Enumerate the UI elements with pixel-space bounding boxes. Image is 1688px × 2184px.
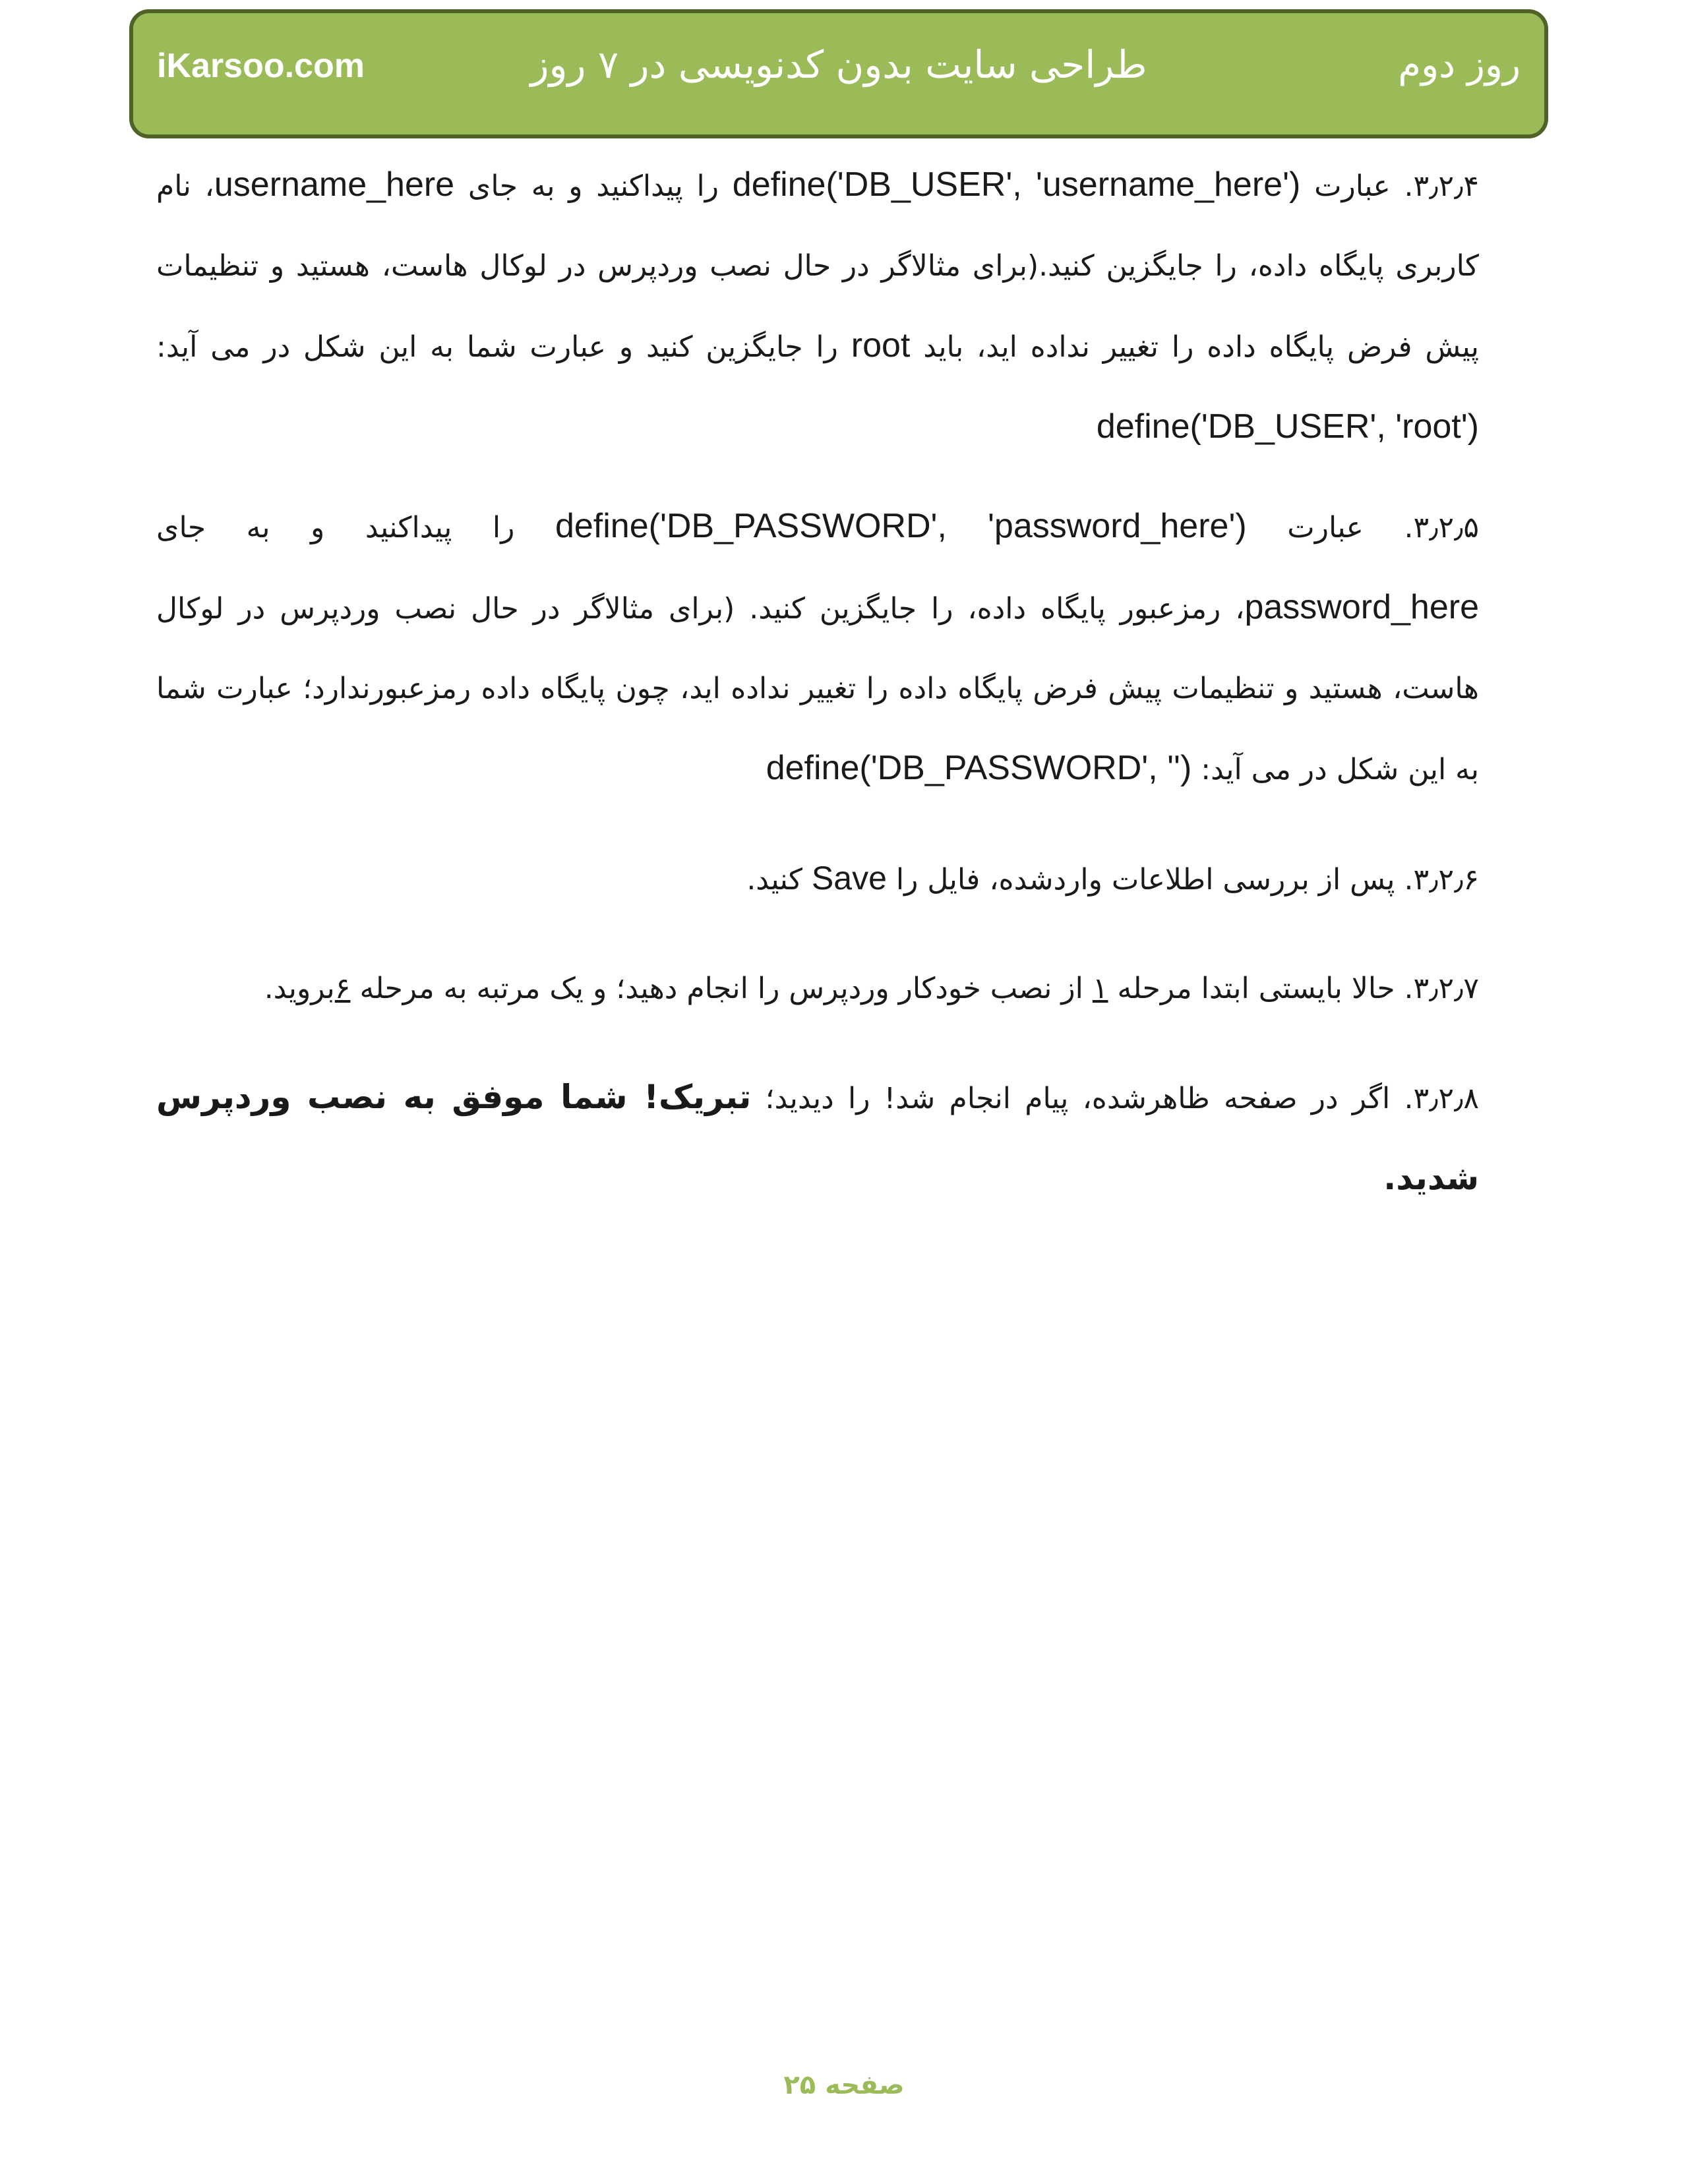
item-number: ۳٫۲٫۷. xyxy=(1404,972,1479,1005)
item-number: ۳٫۲٫۸. xyxy=(1404,1082,1479,1115)
item-text: اگر در صفحه ظاهرشده، پیام انجام شد! را دیدید؛ xyxy=(765,1082,1391,1115)
step-link-1: ۱ xyxy=(1092,972,1108,1005)
page-number: صفحه ۲۵ xyxy=(783,2070,905,2100)
success-message: تبریک! شما موفق به نصب وردپرس شدید. xyxy=(156,1078,1479,1197)
list-item-3-2-8 xyxy=(156,1057,1479,1220)
item-text: حالا بایستی ابتدا مرحله xyxy=(1117,972,1395,1005)
step-link-6: ۶ xyxy=(334,972,351,1005)
item-text: ، نام کاربری پایگاه داده، را جایگزین کنید.(برای مثالاگر در حال نصب وردپرس در لوکال هاست، هستید و تنظیمات پیش فرض پایگاه داده را تغییر نداده اید، باید xyxy=(156,169,1479,364)
item-number: ۳٫۲٫۵. xyxy=(1404,511,1479,545)
code-snippet: root xyxy=(851,326,911,365)
item-text: را پیداکنید و به جای xyxy=(467,169,719,203)
list-item-3-2-6 xyxy=(156,839,1479,920)
code-snippet: Save xyxy=(811,860,887,897)
list-item-3-2-5 xyxy=(156,487,1479,810)
item-text: را پیداکنید و به جای xyxy=(156,511,515,545)
item-number: ۳٫۲٫۴. xyxy=(1404,169,1479,203)
item-text: ، رمزعبور پایگاه داده، را جایگزین کنید. (برای مثالاگر در حال نصب وردپرس در لوکال هاست، هستید و تنظیمات پیش فرض پایگاه داده را تغییر نداده اید، چون پایگاه داده رمزعبورندارد؛ عبارت شما به این شکل در می آید: xyxy=(156,592,1479,786)
item-text: از نصب خودکار وردپرس را انجام دهید؛ و یک مرتبه به مرحله xyxy=(359,972,1083,1005)
list-item-3-2-4 xyxy=(156,145,1479,468)
code-snippet: define('DB_PASSWORD', '') xyxy=(766,749,1192,787)
item-text: عبارت xyxy=(1287,511,1364,545)
item-text: را جایگزین کنید و عبارت شما به این شکل در می آید: xyxy=(156,330,838,364)
page-content xyxy=(156,145,1479,1220)
day-label: روز دوم xyxy=(1398,44,1521,86)
code-snippet: username_here xyxy=(214,165,455,204)
book-title: طراحی سایت بدون کدنویسی در ۷ روز xyxy=(530,42,1147,87)
site-name: iKarsoo.com xyxy=(157,47,365,85)
item-text: کنید. xyxy=(746,863,802,897)
item-text: عبارت xyxy=(1314,169,1391,203)
code-snippet: define('DB_USER', 'username_here') xyxy=(732,165,1301,204)
code-snippet: define('DB_USER', 'root') xyxy=(1096,407,1479,446)
code-snippet: password_here xyxy=(1244,588,1479,626)
page-header-banner xyxy=(129,9,1548,138)
list-item-3-2-7 xyxy=(156,949,1479,1028)
item-text: پس از بررسی اطلاعات واردشده، فایل را xyxy=(895,863,1395,897)
code-snippet: define('DB_PASSWORD', 'password_here') xyxy=(555,507,1247,545)
item-number: ۳٫۲٫۶. xyxy=(1404,863,1479,897)
item-text: بروید. xyxy=(264,972,335,1005)
